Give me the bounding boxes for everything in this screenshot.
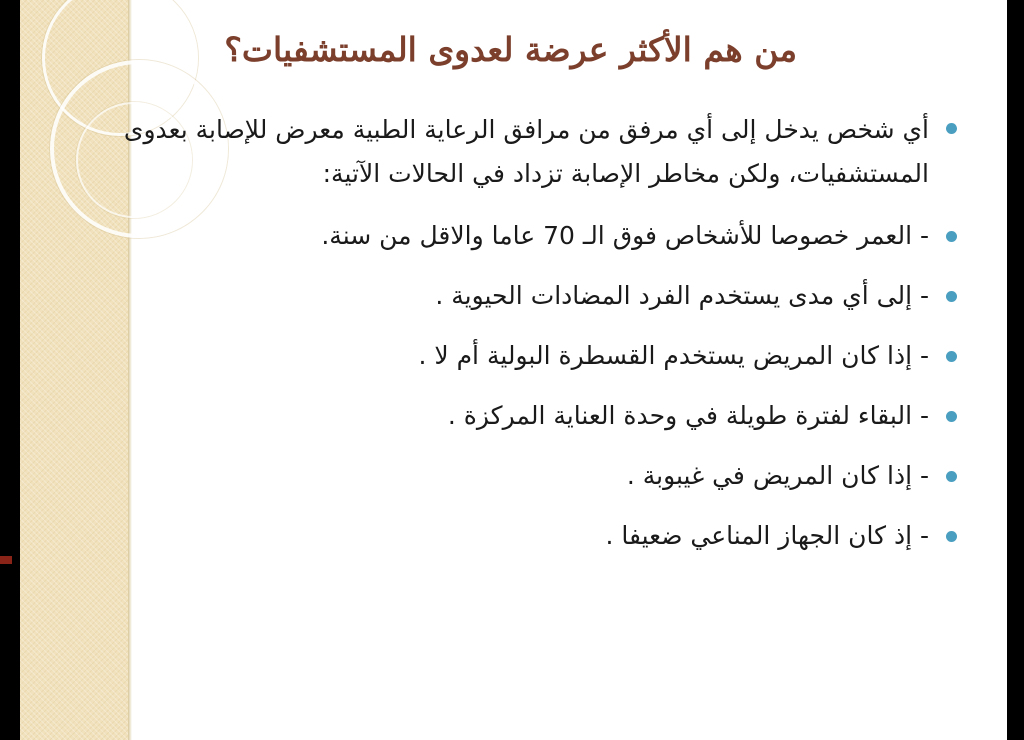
list-item [83,456,963,516]
list-item [83,336,963,396]
bullet-dot-icon [946,471,957,482]
list-item [83,516,963,576]
presentation-slide [20,0,1007,740]
bullet-dot-icon [946,291,957,302]
list-item-text: - إذا كان المريض في غيبوبة . [626,461,929,490]
bullet-dot-icon [946,351,957,362]
list-item [83,396,963,456]
list-item [83,108,963,196]
bullet-dot-icon [946,231,957,242]
list-item [83,276,963,336]
list-item-text: - إذ كان الجهاز المناعي ضعيفا . [605,521,929,550]
list-item-text: أي شخص يدخل إلى أي مرفق من مرافق الرعاية الطبية معرض للإصابة بعدوى المستشفيات، ولكن مخاطر الإصابة تزداد في الحالات الآتية: [123,115,929,188]
slide-title: من هم الأكثر عرضة لعدوى المستشفيات؟ [224,30,797,69]
list-item-text: - إذا كان المريض يستخدم القسطرة البولية أم لا . [418,341,929,370]
bullet-dot-icon [946,123,957,134]
bullet-dot-icon [946,411,957,422]
list-item-text: - إلى أي مدى يستخدم الفرد المضادات الحيوية . [435,281,929,310]
list-item-text: - العمر خصوصا للأشخاص فوق الـ 70 عاما والاقل من سنة. [321,221,929,250]
bullet-list [83,108,963,576]
list-item-text: - البقاء لفترة طويلة في وحدة العناية المركزة . [447,401,929,430]
bullet-dot-icon [946,531,957,542]
frame-edge-mark [0,556,12,564]
list-item [83,216,963,276]
